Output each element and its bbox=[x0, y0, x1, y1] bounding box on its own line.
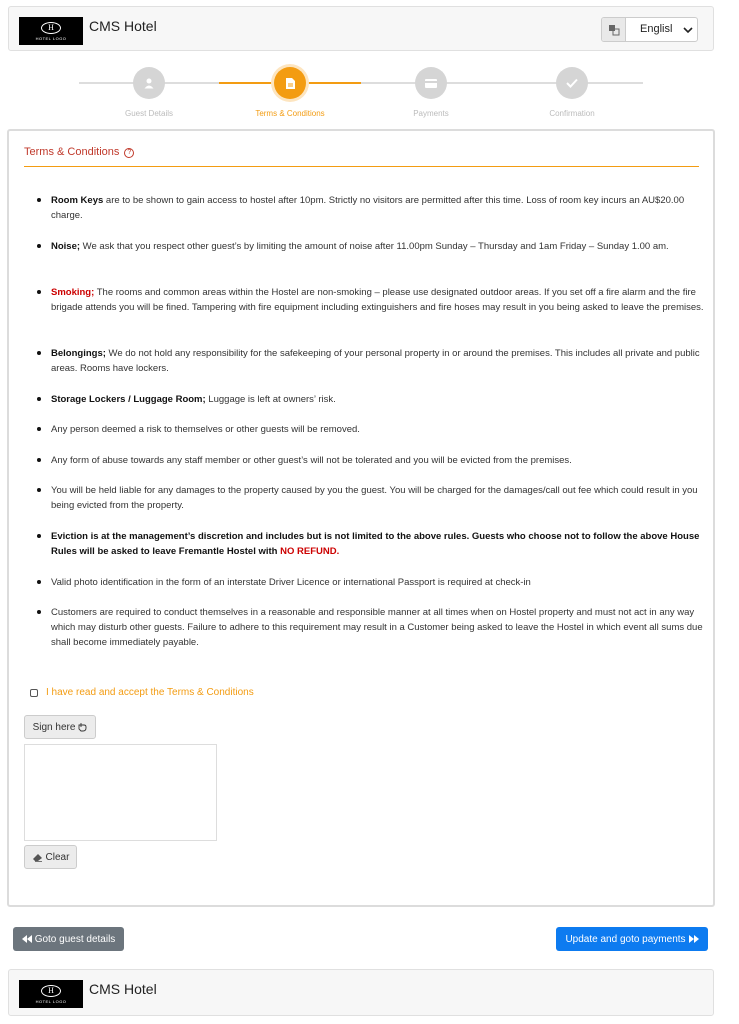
list-item: Valid photo identification in the form of an interstate Driver Licence or international Passport is required at check-in bbox=[27, 575, 531, 590]
list-item: Smoking; The rooms and common areas within the Hostel are non-smoking – please use designated outdoor areas. If you set off a fire alarm and the fire brigade attends you will be fined. Tampering with fire equipment including extinguishers and fire hoses may result in you being asked to leave the premises. bbox=[27, 285, 707, 315]
clear-signature-button[interactable]: Clear bbox=[24, 845, 77, 869]
chevron-down-icon bbox=[679, 18, 697, 41]
accept-terms-row[interactable] bbox=[30, 687, 254, 698]
language-value: Englisl bbox=[640, 23, 673, 35]
double-chevron-right-icon bbox=[689, 935, 699, 943]
document-icon bbox=[274, 67, 306, 99]
step-confirmation bbox=[502, 60, 642, 118]
list-item: Customers are required to conduct themselves in a reasonable and responsible manner at all times when on Hostel property and must not act in any way which may disturb other guests. Failure to adhere to this requirement may result in a Customer being asked to leave the Hostel in which event all sums due shall become immediately payable. bbox=[27, 605, 707, 650]
list-item: Any form of abuse towards any staff member or other guest’s will not be tolerated and you will be evicted from the premises. bbox=[27, 453, 572, 468]
progress-stepper bbox=[0, 60, 739, 120]
terms-title: Terms & Conditions ? bbox=[24, 146, 699, 167]
goto-guest-details-button[interactable]: Goto guest details bbox=[13, 927, 124, 951]
list-item: Any person deemed a risk to themselves or other guests will be removed. bbox=[27, 422, 360, 437]
step-guest-details bbox=[79, 60, 219, 118]
update-goto-payments-button[interactable]: Update and goto payments bbox=[556, 927, 708, 951]
hotel-logo: H HOTEL LOGO bbox=[19, 17, 83, 45]
list-item: Eviction is at the management’s discretion and includes but is not limited to the above rules. Guests who choose not to follow the above House Rules will be asked to leave Fremantle Hostel with NO REFUND. bbox=[27, 529, 707, 559]
list-item: Belongings; We do not hold any responsibility for the safekeeping of your personal property in or around the premises. This includes all private and public areas. Rooms have lockers. bbox=[27, 346, 707, 376]
terms-panel bbox=[7, 129, 715, 907]
list-item: Noise; We ask that you respect other guest’s by limiting the amount of noise after 11.00pm Sunday – Thursday and 1am Friday – Sunday 1.00 am. bbox=[27, 239, 669, 254]
accept-terms-checkbox[interactable] bbox=[30, 689, 38, 697]
help-icon[interactable]: ? bbox=[124, 148, 134, 158]
logo-text: HOTEL LOGO bbox=[35, 998, 67, 1004]
sign-here-button[interactable]: Sign here bbox=[24, 715, 96, 739]
header-bar bbox=[8, 6, 714, 51]
credit-card-icon bbox=[415, 67, 447, 99]
brand-name: CMS Hotel bbox=[89, 981, 157, 997]
step-label: Guest Details bbox=[124, 109, 174, 118]
step-label: Terms & Conditions bbox=[255, 109, 325, 118]
hand-pointer-icon bbox=[78, 722, 87, 732]
double-chevron-left-icon bbox=[22, 935, 32, 943]
list-item: Room Keys are to be shown to gain access to hostel after 10pm. Strictly no visitors are permitted after this time. Loss of room key incurs an AU$20.00 charge. bbox=[27, 193, 707, 223]
translate-icon bbox=[602, 18, 626, 41]
brand-name: CMS Hotel bbox=[89, 18, 157, 34]
eraser-icon bbox=[32, 853, 43, 862]
list-item: You will be held liable for any damages to the property caused by you the guest. You will be charged for the damages/call out fee which could result in you being evicted from the property. bbox=[27, 483, 707, 513]
step-payments bbox=[361, 60, 501, 118]
step-terms-conditions bbox=[220, 60, 360, 118]
accept-terms-label[interactable]: I have read and accept the Terms & Conditions bbox=[46, 687, 254, 698]
footer-bar bbox=[8, 969, 714, 1016]
hotel-logo: H HOTEL LOGO bbox=[19, 980, 83, 1008]
language-select[interactable] bbox=[601, 17, 698, 42]
signature-pad[interactable] bbox=[24, 744, 217, 841]
list-item: Storage Lockers / Luggage Room; Luggage is left at owners’ risk. bbox=[27, 392, 336, 407]
user-icon bbox=[133, 67, 165, 99]
step-label: Payments bbox=[413, 109, 449, 118]
step-label: Confirmation bbox=[549, 109, 595, 118]
logo-text: HOTEL LOGO bbox=[35, 35, 67, 41]
check-icon bbox=[556, 67, 588, 99]
